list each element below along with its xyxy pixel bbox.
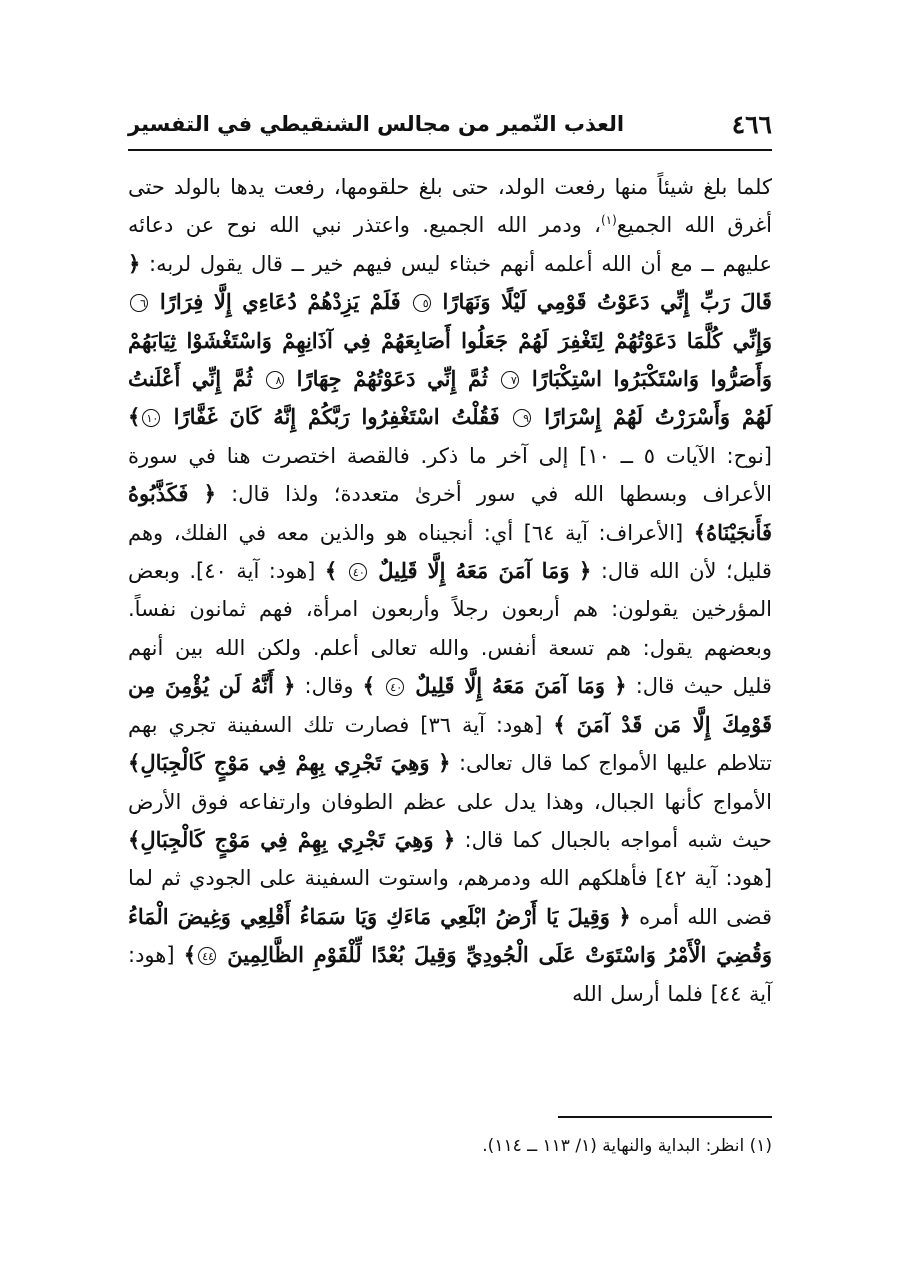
footnote-rule [558,1116,772,1118]
quran-open-brace: ﴿ [579,558,592,584]
quran-open-brace: ﴿ [614,673,627,699]
text-segment: وقال: [295,674,363,699]
quran-verse: وَمَا آمَنَ مَعَهُ إِلَّا قَلِيلٌ [378,558,570,584]
quran-close-brace: ﴾ [128,826,141,852]
quran-verse: وَهِيَ تَجْرِي بِهِمْ فِي مَوْجٍ كَالْجِبَالِ [140,750,430,776]
quran-verse: وَقِيلَ يَا أَرْضُ ابْلَعِي مَاءَكِ وَيَا سَمَاءُ أَقْلِعِي وَغِيضَ الْمَاءُ وَقُضِيَ الْأَمْرُ وَاسْتَوَتْ عَلَى الْجُودِيِّ وَقِيلَ بُعْدًا لِّلْقَوْمِ الظَّالِمِينَ [128,903,773,968]
text-segment: كلما بلغ شيئاً منها رفعت الولد، حتى بلغ حلقومها، رفعت يدها بالولد حتى أغرق الله الجميع [128,175,773,238]
quran-close-brace: ﴾ [128,404,141,430]
text-segment: [هود: آية ٤٢] فأهلكهم الله ودمرهم، واستوت السفينة على الجودي ثم لما قضى الله أمره [128,866,772,929]
quran-verse: أَنَّهُ لَن يُؤْمِنَ مِن قَوْمِكَ إِلَّا مَن قَدْ آمَنَ [128,673,772,737]
verse-number-marker: ٨ [266,371,284,389]
quran-verse: فَلَمْ يَزِدْهُمْ دُعَاءِي إِلَّا فِرَارًا [159,289,401,315]
text-segment: [هود: آية ٣٦] فصارت تلك السفينة تجري بهم تتلاطم عليها الأمواج كما قال تعالى: [128,712,772,776]
verse-number-marker: ٧ [501,371,519,389]
footnote: (١) انظر: البداية والنهاية (١/ ١١٣ ــ ١١٤). [482,1136,772,1156]
quran-close-brace: ﴾ [553,711,566,737]
quran-verse: وَمَا آمَنَ مَعَهُ إِلَّا قَلِيلٌ [415,673,606,699]
verse-number-marker: ٤٤ [198,947,216,965]
quran-close-brace: ﴾ [362,673,375,699]
page-header [128,104,772,144]
quran-verse: فَكَذَّبُوهُ فَأَنجَيْنَاهُ [128,481,773,545]
quran-open-brace: ﴿ [442,826,456,852]
quran-close-brace: ﴾ [183,942,197,968]
quran-open-brace: ﴿ [128,250,141,276]
quran-close-brace: ﴾ [128,750,141,776]
quran-verse: وَإِنِّي كُلَّمَا دَعَوْتُهُمْ لِتَغْفِرَ لَهُمْ جَعَلُوا أَصَابِعَهُمْ فِي آذَانِهِمْ وَاسْتَغْشَوْا ثِيَابَهُمْ وَأَصَرُّوا وَاسْتَكْبَرُوا اسْتِكْبَارًا [128,327,772,392]
quran-open-brace: ﴿ [203,481,216,507]
header-rule [128,149,772,151]
text-segment: [هود: آية ٤٤] فلما أرسل الله [128,943,772,1006]
footnote-reference[interactable]: (١) [600,213,617,228]
verse-number-marker: ٦ [130,294,148,312]
main-text [128,168,772,1013]
verse-number-marker: ٩ [513,409,531,427]
text-segment: ، ودمر الله الجميع. واعتذر نبي الله نوح عن دعائه عليهم ــ مع أن الله أعلمه أنهم خبثاء ليس فيهم خير ــ قال يقول لربه: [128,213,772,276]
text-segment: [الأعراف: آية ٦٤] أي: أنجيناه هو والذين معه في الفلك، وهم قليل؛ لأن الله قال: [128,520,772,584]
quran-verse: فَقُلْتُ اسْتَغْفِرُوا رَبَّكُمْ إِنَّهُ كَانَ غَفَّارًا [173,404,500,430]
page-number: ٤٦٦ [731,110,772,139]
verse-number-marker: ٥ [413,294,431,312]
quran-verse: وَهِيَ تَجْرِي بِهِمْ فِي مَوْجٍ كَالْجِبَالِ [140,826,434,852]
verse-number-marker: ١٠ [142,409,160,427]
text-segment: [هود: آية ٤٠]. وبعض المؤرخين يقولون: هم أربعون رجلاً وأربعون امرأة، فهم ثمانون نفساً. وبعضهم يقول: هم تسعة أنفس. والله تعالى أعلم. ولكن الله بين أنهم قليل حيث قال: [128,559,772,699]
quran-verse: ثُمَّ إِنِّي دَعَوْتُهُمْ جِهَارًا [296,366,488,392]
quran-verse: ثُمَّ إِنِّي أَعْلَنتُ لَهُمْ وَأَسْرَرْتُ لَهُمْ إِسْرَارًا [128,366,773,430]
quran-close-brace: ﴾ [324,558,338,584]
verse-number-marker: ٤٠ [386,678,404,696]
quran-open-brace: ﴿ [283,673,296,699]
quran-verse: قَالَ رَبِّ إِنِّي دَعَوْتُ قَوْمِي لَيْلًا وَنَهَارًا [442,289,772,315]
verse-number-marker: ٤٠ [349,563,367,581]
text-segment: [نوح: الآيات ٥ ــ ١٠] إلى آخر ما ذكر. فالقصة اختصرت هنا في سورة الأعراف وبسطها الله في سور أخرىٰ متعددة؛ ولذا قال: [128,443,773,507]
quran-close-brace: ﴾ [693,519,707,545]
quran-open-brace: ﴿ [438,750,451,776]
running-title: العذب النّمير من مجالس الشنقيطي في التفسير [128,112,625,136]
text-segment: الأمواج كأنها الجبال، وهذا يدل على عظم الطوفان وارتفاعه فوق الأرض حيث شبه أمواجه بالجبال كما قال: [128,789,772,852]
quran-open-brace: ﴿ [618,903,631,929]
